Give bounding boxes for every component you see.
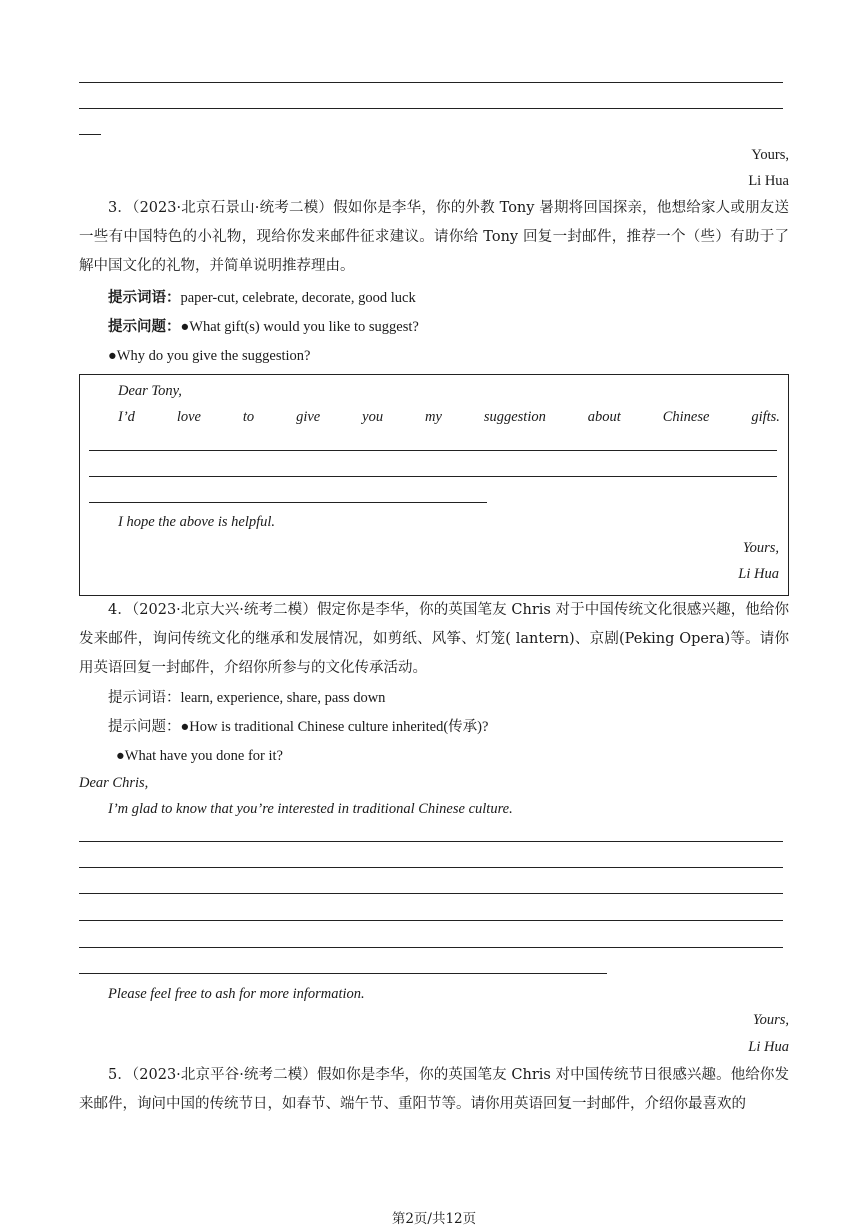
closing: Yours, [751,147,789,163]
opening-word: Chinese [662,409,710,425]
opening-word: my [424,409,442,425]
signature: Li Hua [748,173,789,189]
letter-opening: I’m glad to know that you’re interested in traditional Chinese culture. [108,801,513,817]
answer-line [89,476,777,477]
letter-ending: I hope the above is helpful. [118,514,276,530]
hint-words: paper-cut, celebrate, decorate, good luck [180,290,416,306]
letter-closing: Yours, [742,540,779,556]
hint-words-label: 提示词语： [108,289,181,306]
opening-word: suggestion [483,409,546,425]
opening-word: to [242,409,255,425]
opening-word: gifts. [751,409,780,425]
opening-word: you [362,409,384,425]
hint-question-1: ●How is traditional Chinese culture inherited(传承)? [180,719,489,735]
hint-words-row [108,288,416,308]
letter-closing: Yours, [752,1012,789,1028]
hint-words: learn, experience, share, pass down [180,690,386,706]
answer-line [79,973,607,974]
answer-box [79,374,789,596]
answer-line [79,134,101,135]
answer-line [79,920,783,921]
answer-line [89,450,777,451]
answer-line [79,108,783,109]
page-number: 第2页/共12页 [391,1211,477,1227]
hint-questions-row [108,317,419,337]
opening-word: love [176,409,201,425]
opening-word: about [587,409,621,425]
letter-ending: Please feel free to ash for more information. [108,986,365,1002]
opening-word: I’d [118,409,135,425]
letter-signature: Li Hua [748,1039,789,1055]
answer-line [79,947,783,948]
hint-words-row [108,688,385,708]
answer-line [79,82,783,83]
answer-line [79,841,783,842]
letter-greeting: Dear Tony, [118,383,182,399]
answer-line [79,867,783,868]
hint-question-1: ●What gift(s) would you like to suggest? [180,319,419,335]
hint-words-label: 提示词语： [108,690,181,706]
question-3-prompt: 3．（2023·北京石景山·统考二模）假如你是李华，你的外教 Tony 暑期将回国探亲，他想给家人或朋友送一些有中国特色的小礼物，现给你发来邮件征求建议。请你给 Tony 回复一封邮件，推荐一个（些）有助于了解中国文化的礼物，并简单说明推荐理由。 [79,200,789,274]
hint-questions-row [108,717,488,737]
hint-questions-label: 提示问题： [108,719,181,735]
hint-question-2: ●Why do you give the suggestion? [108,348,311,364]
letter-opening [118,407,780,427]
opening-word: give [296,409,321,425]
question-4-prompt: 4．（2023·北京大兴·统考二模）假定你是李华，你的英国笔友 Chris 对于中国传统文化很感兴趣，他给你发来邮件，询问传统文化的继承和发展情况，如剪纸、风筝、灯笼( lantern)、京剧(Peking Opera)等。请你用英语回复一封邮件，介绍你所参与的文化传承活动。 [79,602,789,676]
answer-line [79,893,783,894]
hint-questions-label: 提示问题： [108,318,181,335]
letter-signature: Li Hua [738,566,779,582]
letter-greeting: Dear Chris, [79,775,149,791]
hint-question-2: ●What have you done for it? [116,748,283,764]
question-5-prompt: 5．（2023·北京平谷·统考二模）假如你是李华，你的英国笔友 Chris 对中国传统节日很感兴趣。他给你发来邮件，询问中国的传统节日，如春节、端午节、重阳节等。请你用英语回复一封邮件，介绍你最喜欢的 [79,1067,789,1112]
answer-line [89,502,487,503]
